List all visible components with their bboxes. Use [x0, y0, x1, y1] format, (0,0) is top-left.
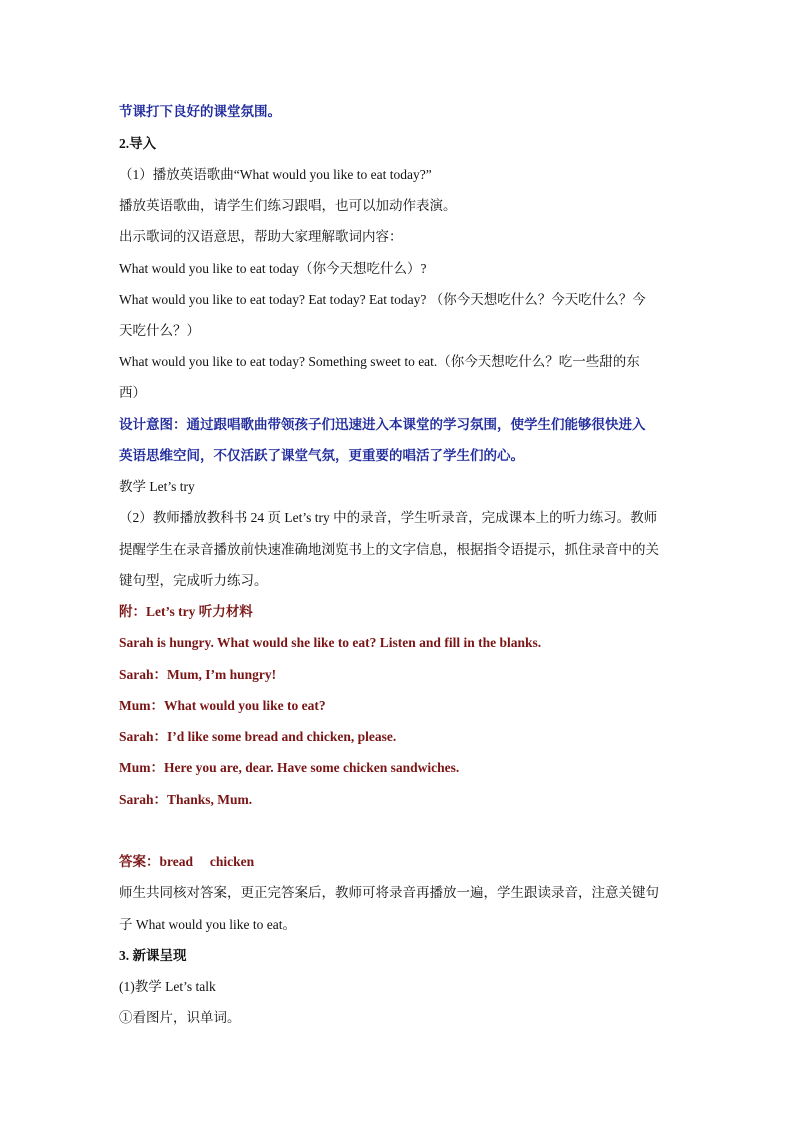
paragraph-song-practice: 播放英语歌曲，请学生们练习跟唱，也可以加动作表演。 [119, 198, 457, 213]
paragraph-check-answers-line-1: 师生共同核对答案，更正完答案后，教师可将录音再播放一遍，学生跟读录音，注意关键句 [119, 885, 659, 900]
paragraph-intro-end: 节课打下良好的课堂氛围。 [119, 104, 281, 119]
step-teacher-plays-line-3: 键句型，完成听力练习。 [119, 573, 268, 588]
step-play-song: （1）播放英语歌曲“What would you like to eat today?” [119, 167, 432, 182]
design-intent-line-2: 英语思维空间，不仅活跃了课堂气氛，更重要的唱活了学生们的心。 [119, 448, 524, 463]
lyric-line-2: What would you like to eat today? Eat today? Eat today? （你今天想吃什么？今天吃什么？今 [119, 292, 646, 307]
heading-lets-try: 教学 Let’s try [119, 479, 195, 494]
dialogue-line-1: Sarah：Mum, I’m hungry! [119, 667, 277, 682]
section-heading-new-lesson: 3. 新课呈现 [119, 948, 187, 963]
paragraph-lyrics-meaning: 出示歌词的汉语意思，帮助大家理解歌词内容： [119, 229, 403, 244]
lyric-line-1: What would you like to eat today（你今天想吃什么）? [119, 261, 427, 276]
step-teacher-plays-line-2: 提醒学生在录音播放前快速准确地浏览书上的文字信息，根据指令语提示，抓住录音中的关 [119, 542, 659, 557]
lyric-line-3: What would you like to eat today? Something sweet to eat.（你今天想吃什么？吃一些甜的东 [119, 354, 640, 369]
step-teacher-plays-line-1: （2）教师播放教科书 24 页 Let’s try 中的录音，学生听录音，完成课本上的听力练习。教师 [119, 510, 658, 525]
paragraph-check-answers-line-2: 子 What would you like to eat。 [119, 917, 296, 932]
step-look-pictures: ①看图片，识单词。 [119, 1010, 241, 1025]
listening-instruction: Sarah is hungry. What would she like to eat? Listen and fill in the blanks. [119, 635, 542, 650]
dialogue-line-2: Mum：What would you like to eat? [119, 698, 326, 713]
answer-line: 答案：bread chicken [119, 854, 255, 869]
dialogue-line-4: Mum：Here you are, dear. Have some chicken sandwiches. [119, 760, 460, 775]
dialogue-line-5: Sarah：Thanks, Mum. [119, 792, 253, 807]
appendix-heading: 附：Let’s try 听力材料 [119, 604, 253, 619]
dialogue-line-3: Sarah：I’d like some bread and chicken, please. [119, 729, 397, 744]
lyric-line-2-cont: 天吃什么？） [119, 323, 200, 338]
design-intent-line-1: 设计意图：通过跟唱歌曲带领孩子们迅速进入本课堂的学习氛围，使学生们能够很快进入 [119, 417, 646, 432]
step-lets-talk: (1)教学 Let’s talk [119, 979, 216, 994]
section-heading-lead-in: 2.导入 [119, 136, 157, 151]
lyric-line-3-cont: 西） [119, 385, 146, 400]
